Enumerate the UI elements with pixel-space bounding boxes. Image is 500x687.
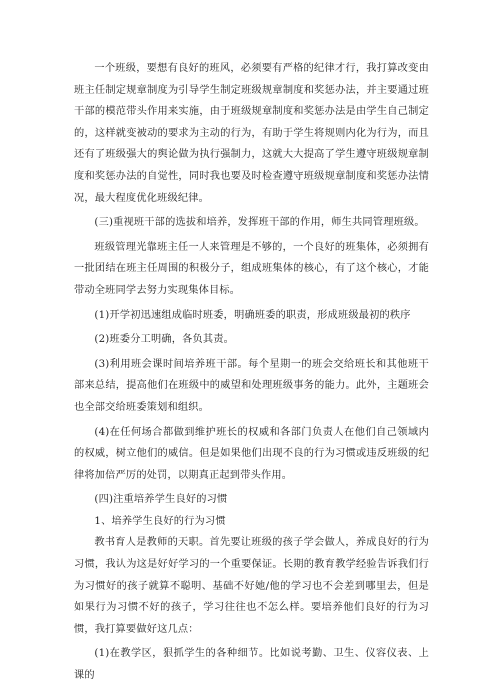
list-item-teaching-area: (1)在教学区，狠抓学生的各种细节。比如说考勤、卫生、仪容仪表、上课的 xyxy=(74,648,429,682)
list-item-3: (3)利用班会课时间培养班干部。每个星期一的班会交给班长和其他班干部来总结，提高他们在班级中的威望和处理班级事务的能力。此外，主题班会也全部交给班委策划和组织。 xyxy=(74,358,429,413)
document-body xyxy=(74,58,429,687)
paragraph-class-management: 班级管理光靠班主任一人来管理是不够的，一个良好的班集体，必须拥有一批团结在班主任周围的积极分子，组成班集体的核心，有了这个核心，才能带动全班同学去努力实现集体目标。 xyxy=(74,241,429,296)
section-heading-good-habits: (四)注重培养学生良好的习惯 xyxy=(94,494,228,506)
paragraph-class-discipline: 一个班级，要想有良好的班风，必须要有严格的纪律才行，我打算改变由班主任制定规章制度为引导学生制定班级规章制度和奖惩办法，并主要通过班干部的模范带头作用来实施，由于班级规章制度和奖惩办法是由学生自己制定的，这样就变被动的要求为主动的行为，有助于学生将规则内化为行为，而且还有了班级强大的舆论做为执行强制力，这就大大提高了学生遵守班级规章制度和奖惩办法的自觉性，同时我也要及时检查遵守班级规章制度和奖惩办法情况，最大程度优化班级纪律。 xyxy=(74,63,429,204)
paragraph-teaching-duty: 教书育人是教师的天职。首先要让班级的孩子学会做人，养成良好的行为习惯，我认为这是好好学习的一个重要保证。长期的教育教学经验告诉我们行为习惯好的孩子就算不聪明、基础不好她/他的学习也不会差到哪里去，但是如果行为习惯不好的孩子，学习往往也不怎么样。要培养他们良好的行为习惯，我打算要做好这几点： xyxy=(74,537,429,635)
list-item-2: (2)班委分工明确，各负其责。 xyxy=(94,334,235,346)
section-heading-class-cadres: (三)重视班干部的选拔和培养，发挥班干部的作用，师生共同管理班级。 xyxy=(94,217,425,229)
list-item-1: (1)开学初迅速组成临时班委，明确班委的职责，形成班级最初的秩序 xyxy=(94,309,411,321)
subsection-heading-behavior-habits: 1、培养学生良好的行为习惯 xyxy=(94,515,226,527)
list-item-4: (4)在任何场合都做到维护班长的权威和各部门负责人在他们自己领域内的权威，树立他们的威信。但是如果他们出现不良的行为习惯或违反班级的纪律将加倍严厉的处罚，以期真正起到带头作用。 xyxy=(74,426,429,481)
